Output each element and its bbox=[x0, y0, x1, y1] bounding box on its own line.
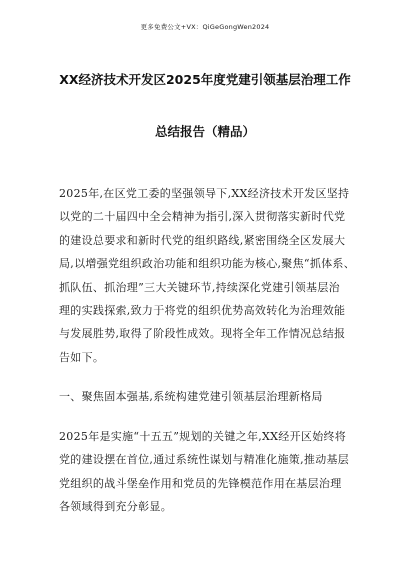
header-note: 更多免费公文+VX：QiGeGongWen2024 bbox=[140, 23, 270, 31]
section-paragraph bbox=[59, 425, 355, 519]
section-heading: 一、聚焦固本强基,系统构建党建引领基层治理新格局 bbox=[59, 390, 323, 403]
paragraph-line: 各领域得到充分彰显。 bbox=[59, 500, 172, 514]
paragraph-line: 告如下。 bbox=[59, 350, 105, 364]
paragraph-line: 2025年,在区党工委的坚强领导下,XX经济技术开发区坚持 bbox=[59, 187, 350, 200]
paragraph-line: 党的建设摆在首位,通过系统性谋划与精准化施策,推动基层 bbox=[59, 453, 350, 467]
intro-paragraph bbox=[59, 182, 355, 369]
paragraph-line: 的建设总要求和新时代党的组织路线,紧密围绕全区发展大 bbox=[59, 233, 346, 247]
paragraph-line: 以党的二十届四中全会精神为指引,深入贯彻落实新时代党 bbox=[59, 210, 346, 224]
paragraph-line: 抓队伍、抓治理”三大关键环节,持续深化党建引领基层治 bbox=[59, 280, 340, 294]
paragraph-line: 与发展胜势,取得了阶段性成效。现将全年工作情况总结报 bbox=[59, 327, 346, 341]
document-title-line-2: 总结报告（精品） bbox=[154, 124, 255, 139]
paragraph-line: 党组织的战斗堡垒作用和党员的先锋模范作用在基层治理 bbox=[59, 476, 342, 490]
paragraph-line: 理的实践探索,致力于将党的组织优势高效转化为治理效能 bbox=[59, 303, 346, 317]
document-title-line-1: XX经济技术开发区2025年度党建引领基层治理工作 bbox=[59, 72, 351, 87]
paragraph-line: 2025年是实施“十五五”规划的关键之年,XX经开区始终将 bbox=[59, 430, 347, 443]
paragraph-line: 局,以增强党组织政治功能和组织功能为核心,聚焦“抓体系、 bbox=[59, 257, 356, 271]
